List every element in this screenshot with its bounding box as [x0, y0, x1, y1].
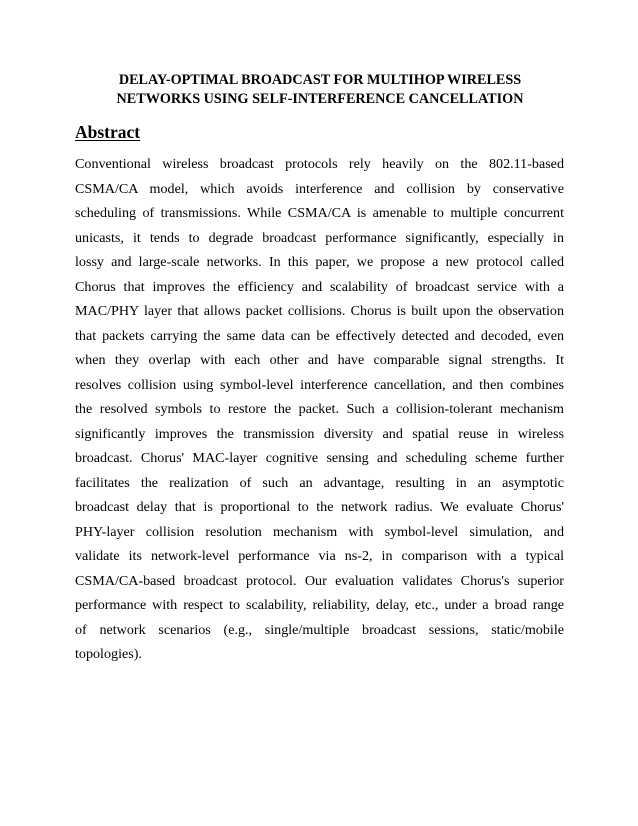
abstract-line: that packets carrying the same data can be effectively detected and decoded, even	[75, 327, 564, 344]
abstract-line: topologies).	[75, 646, 142, 662]
abstract-line: scheduling of transmissions. While CSMA/CA is amenable to multiple concurrent	[75, 205, 564, 221]
abstract-line: CSMA/CA-based broadcast protocol. Our evaluation validates Chorus's superior	[75, 572, 564, 589]
abstract-line: broadcast delay that is proportional to the network radius. We evaluate Chorus'	[75, 499, 564, 515]
abstract-line: Conventional wireless broadcast protocols rely heavily on the 802.11-based	[75, 156, 564, 172]
abstract-line: unicasts, it tends to degrade broadcast performance significantly, especially in	[75, 229, 564, 246]
abstract-line: the resolved symbols to restore the packet. Such a collision-tolerant mechanism	[75, 401, 564, 417]
paper-title	[76, 71, 564, 109]
title-line: DELAY-OPTIMAL BROADCAST FOR MULTIHOP WIRELESS	[118, 72, 522, 88]
abstract-line: of network scenarios (e.g., single/multiple broadcast sessions, static/mobile	[75, 621, 564, 638]
abstract-line: CSMA/CA model, which avoids interference and collision by conservative	[75, 180, 564, 197]
abstract-body	[75, 152, 564, 667]
abstract-line: MAC/PHY layer that allows packet collisions. Chorus is built upon the observation	[75, 303, 564, 319]
abstract-line: Chorus that improves the efficiency and scalability of broadcast service with a	[75, 278, 564, 295]
abstract-line: facilitates the realization of such an advantage, resulting in an asymptotic	[75, 474, 564, 491]
abstract-line: PHY-layer collision resolution mechanism with symbol-level simulation, and	[75, 523, 564, 540]
title-line: NETWORKS USING SELF-INTERFERENCE CANCELLATION	[116, 91, 524, 107]
abstract-line: broadcast. Chorus' MAC-layer cognitive sensing and scheduling scheme further	[75, 450, 564, 466]
abstract-line: lossy and large-scale networks. In this paper, we propose a new protocol called	[75, 254, 564, 270]
abstract-line: validate its network-level performance via ns-2, in comparison with a typical	[75, 548, 564, 564]
abstract-line: performance with respect to scalability, reliability, delay, etc., under a broad range	[75, 597, 564, 613]
abstract-line: resolves collision using symbol-level interference cancellation, and then combines	[75, 376, 564, 393]
abstract-heading: Abstract	[75, 122, 141, 142]
abstract-line: significantly improves the transmission diversity and spatial reuse in wireless	[75, 425, 564, 442]
abstract-line: when they overlap with each other and have comparable signal strengths. It	[75, 352, 564, 368]
